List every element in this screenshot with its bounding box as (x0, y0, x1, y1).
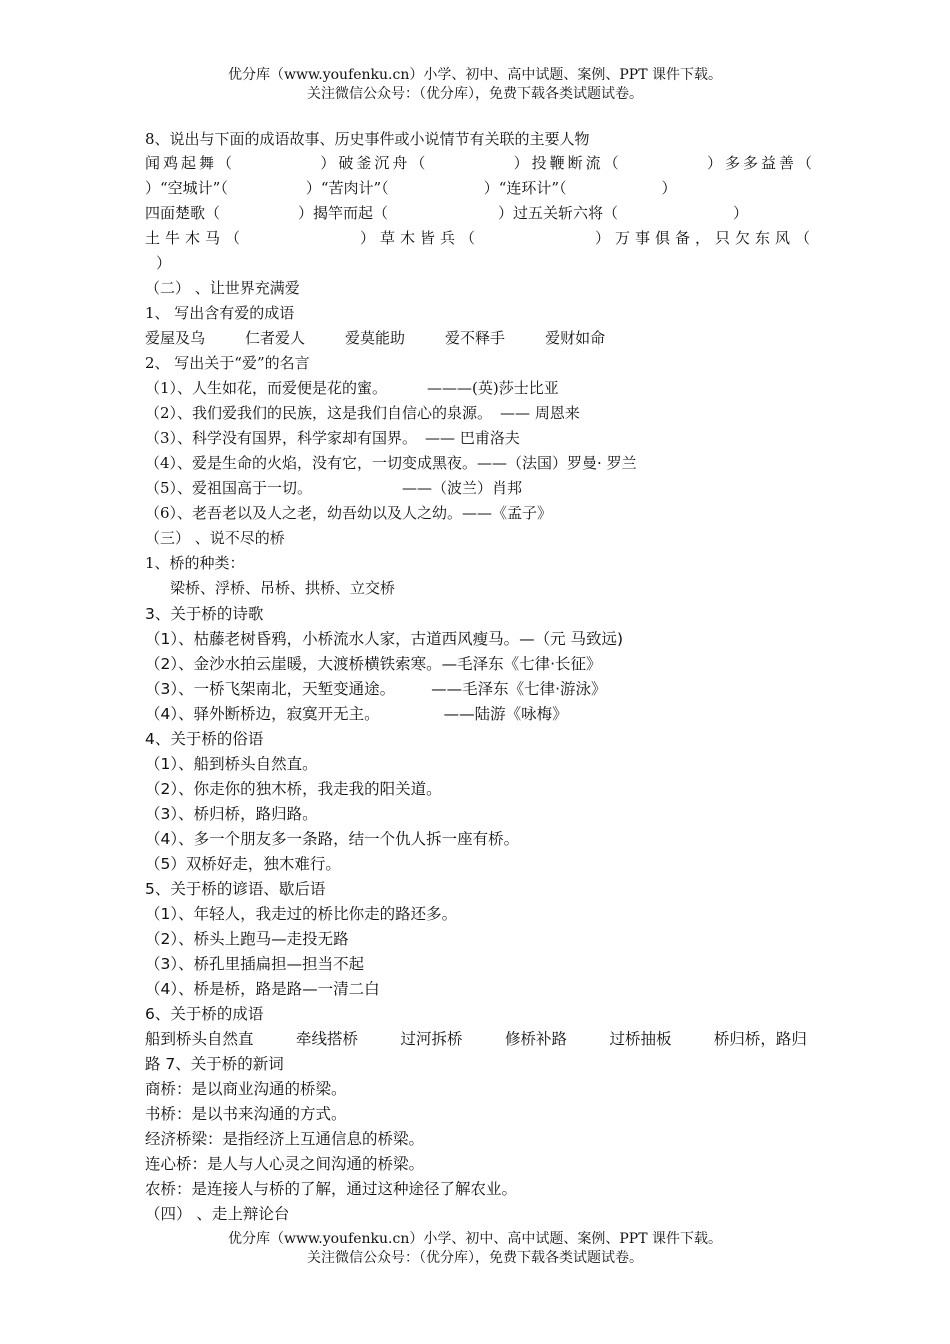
bridge-idiom: 过桥抽板 (609, 1030, 672, 1048)
bridge-new-word: 农桥：是连接人与桥的了解，通过这种途径了解农业。 (145, 1180, 518, 1198)
q8-row4-item: ）草木皆兵（ (359, 229, 480, 247)
quote-source: —— 巴甫洛夫 (425, 429, 520, 447)
bridge-idiom: 修桥补路 (504, 1030, 567, 1048)
bridge-saying: （4）、多一个朋友多一条路，结一个仇人拆一座有桥。 (145, 830, 520, 848)
quote-source: ———(英)莎士比亚 (427, 379, 559, 397)
love-quote (145, 402, 815, 423)
section-debate-title: （四） 、走上辩论台 (145, 1205, 290, 1223)
q8-row1-item: ）多多益善（ (706, 154, 815, 172)
q8-row4-item: 土牛木马（ (145, 229, 246, 247)
page-header (0, 66, 950, 104)
header-line-1: 优分库（www.youfenku.cn）小学、初中、高中试题、案例、PPT 课件下载。 (227, 67, 722, 83)
bridge-new-word: 书桥：是以书来沟通的方式。 (145, 1105, 347, 1123)
bridge-proverb: （3）、桥孔里插扁担—担当不起 (145, 955, 365, 973)
bridge-poem (145, 702, 815, 724)
quote-text: （5）、爱祖国高于一切。 (145, 479, 313, 497)
bridge-sayings-title: 4、关于桥的俗语 (145, 730, 264, 748)
love-idiom: 爱不释手 (445, 329, 506, 347)
bridge-kinds-title: 1、桥的种类： (145, 554, 245, 572)
love-quote (145, 452, 815, 473)
page-footer (0, 1230, 950, 1268)
bridge-kinds: 梁桥、浮桥、吊桥、拱桥、立交桥 (170, 579, 396, 597)
love-quotes-title: 2、 写出关于“爱”的名言 (145, 354, 310, 372)
quote-text: （4）、爱是生命的火焰，没有它，一切变成黑夜。 (145, 454, 478, 472)
bridge-saying: （2）、你走你的独木桥，我走我的阳关道。 (145, 780, 442, 798)
q8-row2-item: ）“苦肉计”（ (305, 179, 389, 197)
bridge-new-words-title: 路 7、关于桥的新词 (145, 1055, 284, 1073)
quote-source: ——（波兰）肖邦 (402, 479, 523, 497)
q8-row-2 (145, 177, 815, 198)
bridge-poem (145, 627, 815, 649)
q8-row3-item: ）过五关斩六将（ (498, 204, 619, 222)
love-idioms (145, 327, 815, 348)
q8-row1-item: ）破釜沉舟（ (320, 154, 429, 172)
love-quote (145, 427, 815, 448)
poem-source: —毛泽东《七律·长征》 (441, 655, 602, 673)
q8-title: 8、说出与下面的成语故事、历史事件或小说情节有关联的主要人物 (145, 130, 590, 148)
quote-source: ——（法国）罗曼· 罗兰 (477, 454, 637, 472)
quote-text: （6）、老吾老以及人之老，幼吾幼以及人之幼。 (145, 504, 463, 522)
love-idiom: 爱莫能助 (345, 329, 406, 347)
bridge-idioms-title: 6、关于桥的成语 (145, 1005, 264, 1023)
bridge-idiom: 过河拆桥 (400, 1030, 463, 1048)
q8-row3-item: ）揭竿而起（ (298, 204, 389, 222)
bridge-poem (145, 677, 815, 699)
bridge-new-word: 连心桥：是人与人心灵之间沟通的桥梁。 (145, 1155, 425, 1173)
love-quote (145, 377, 815, 398)
q8-row-4 (145, 227, 815, 248)
header-line-2: 关注微信公众号：（优分库），免费下载各类试题试卷。 (307, 86, 643, 102)
bridge-idioms (145, 1027, 807, 1049)
q8-row1-item: 闻鸡起舞（ (145, 154, 236, 172)
footer-line-2: 关注微信公众号：（优分库），免费下载各类试题试卷。 (307, 1250, 643, 1266)
poem-text: （1）、枯藤老树昏鸦，小桥流水人家，古道西风瘦马。 (145, 630, 520, 648)
poem-text: （2）、金沙水拍云崖暖，大渡桥横铁索寒。 (145, 655, 442, 673)
bridge-proverb: （2）、桥头上跑马—走投无路 (145, 930, 349, 948)
q8-row-1 (145, 152, 815, 173)
love-idiom: 爱财如命 (545, 329, 606, 347)
bridge-poem (145, 652, 815, 674)
bridge-saying: （3）、桥归桥，路归路。 (145, 805, 318, 823)
quote-text: （1）、人生如花，而爱便是花的蜜。 (145, 379, 388, 397)
q8-row1-item: ）投鞭断流（ (513, 154, 622, 172)
q8-row-5: ） (156, 254, 172, 272)
quote-source: ——《孟子》 (462, 504, 553, 522)
bridge-poems-title: 3、关于桥的诗歌 (145, 605, 264, 623)
bridge-idiom: 牵线搭桥 (295, 1030, 358, 1048)
bridge-saying: （5）双桥好走，独木难行。 (145, 855, 341, 873)
love-idioms-title: 1、 写出含有爱的成语 (145, 304, 295, 322)
q8-row3-item: ） (733, 204, 749, 222)
bridge-proverb: （1）、年轻人，我走过的桥比你走的路还多。 (145, 905, 458, 923)
section-bridge-title: （三） 、说不尽的桥 (145, 529, 285, 547)
bridge-saying: （1）、船到桥头自然直。 (145, 755, 318, 773)
bridge-idiom: 桥归桥，路归 (713, 1030, 807, 1048)
quote-text: （3）、科学没有国界，科学家却有国界。 (145, 429, 418, 447)
love-idiom: 爱屋及乌 (145, 329, 206, 347)
poem-source: ——陆游《咏梅》 (443, 705, 568, 723)
quote-source: —— 周恩来 (500, 404, 580, 422)
poem-text: （4）、驿外断桥边，寂寞开无主。 (145, 705, 380, 723)
q8-row2-item: ）“连环计”（ (483, 179, 567, 197)
section-love-title: （二） 、让世界充满爱 (145, 279, 300, 297)
footer-line-1: 优分库（www.youfenku.cn）小学、初中、高中试题、案例、PPT 课件下载。 (227, 1231, 722, 1247)
bridge-new-word: 商桥：是以商业沟通的桥梁。 (145, 1080, 347, 1098)
q8-row2-item: ）“空城计”（ (145, 179, 228, 197)
bridge-new-word: 经济桥梁：是指经济上互通信息的桥梁。 (145, 1130, 425, 1148)
q8-row4-item: ）万事俱备，只欠东风（ (594, 229, 815, 247)
love-quote (145, 502, 815, 523)
bridge-proverbs-title: 5、关于桥的谚语、歇后语 (145, 880, 326, 898)
poem-text: （3）、一桥飞架南北，天堑变通途。 (145, 680, 396, 698)
q8-row-3 (145, 202, 815, 223)
q8-row2-item: ） (661, 179, 677, 197)
love-idiom: 仁者爱人 (245, 329, 306, 347)
quote-text: （2）、我们爱我们的民族，这是我们自信心的泉源。 (145, 404, 493, 422)
bridge-proverb: （4）、桥是桥，路是路—一清二白 (145, 980, 380, 998)
bridge-idiom: 船到桥头自然直 (145, 1030, 254, 1048)
q8-row3-item: 四面楚歌（ (145, 204, 221, 222)
poem-source: ——毛泽东《七律·游泳》 (431, 680, 607, 698)
love-quote (145, 477, 815, 498)
poem-source: —（元 马致远) (519, 630, 624, 648)
